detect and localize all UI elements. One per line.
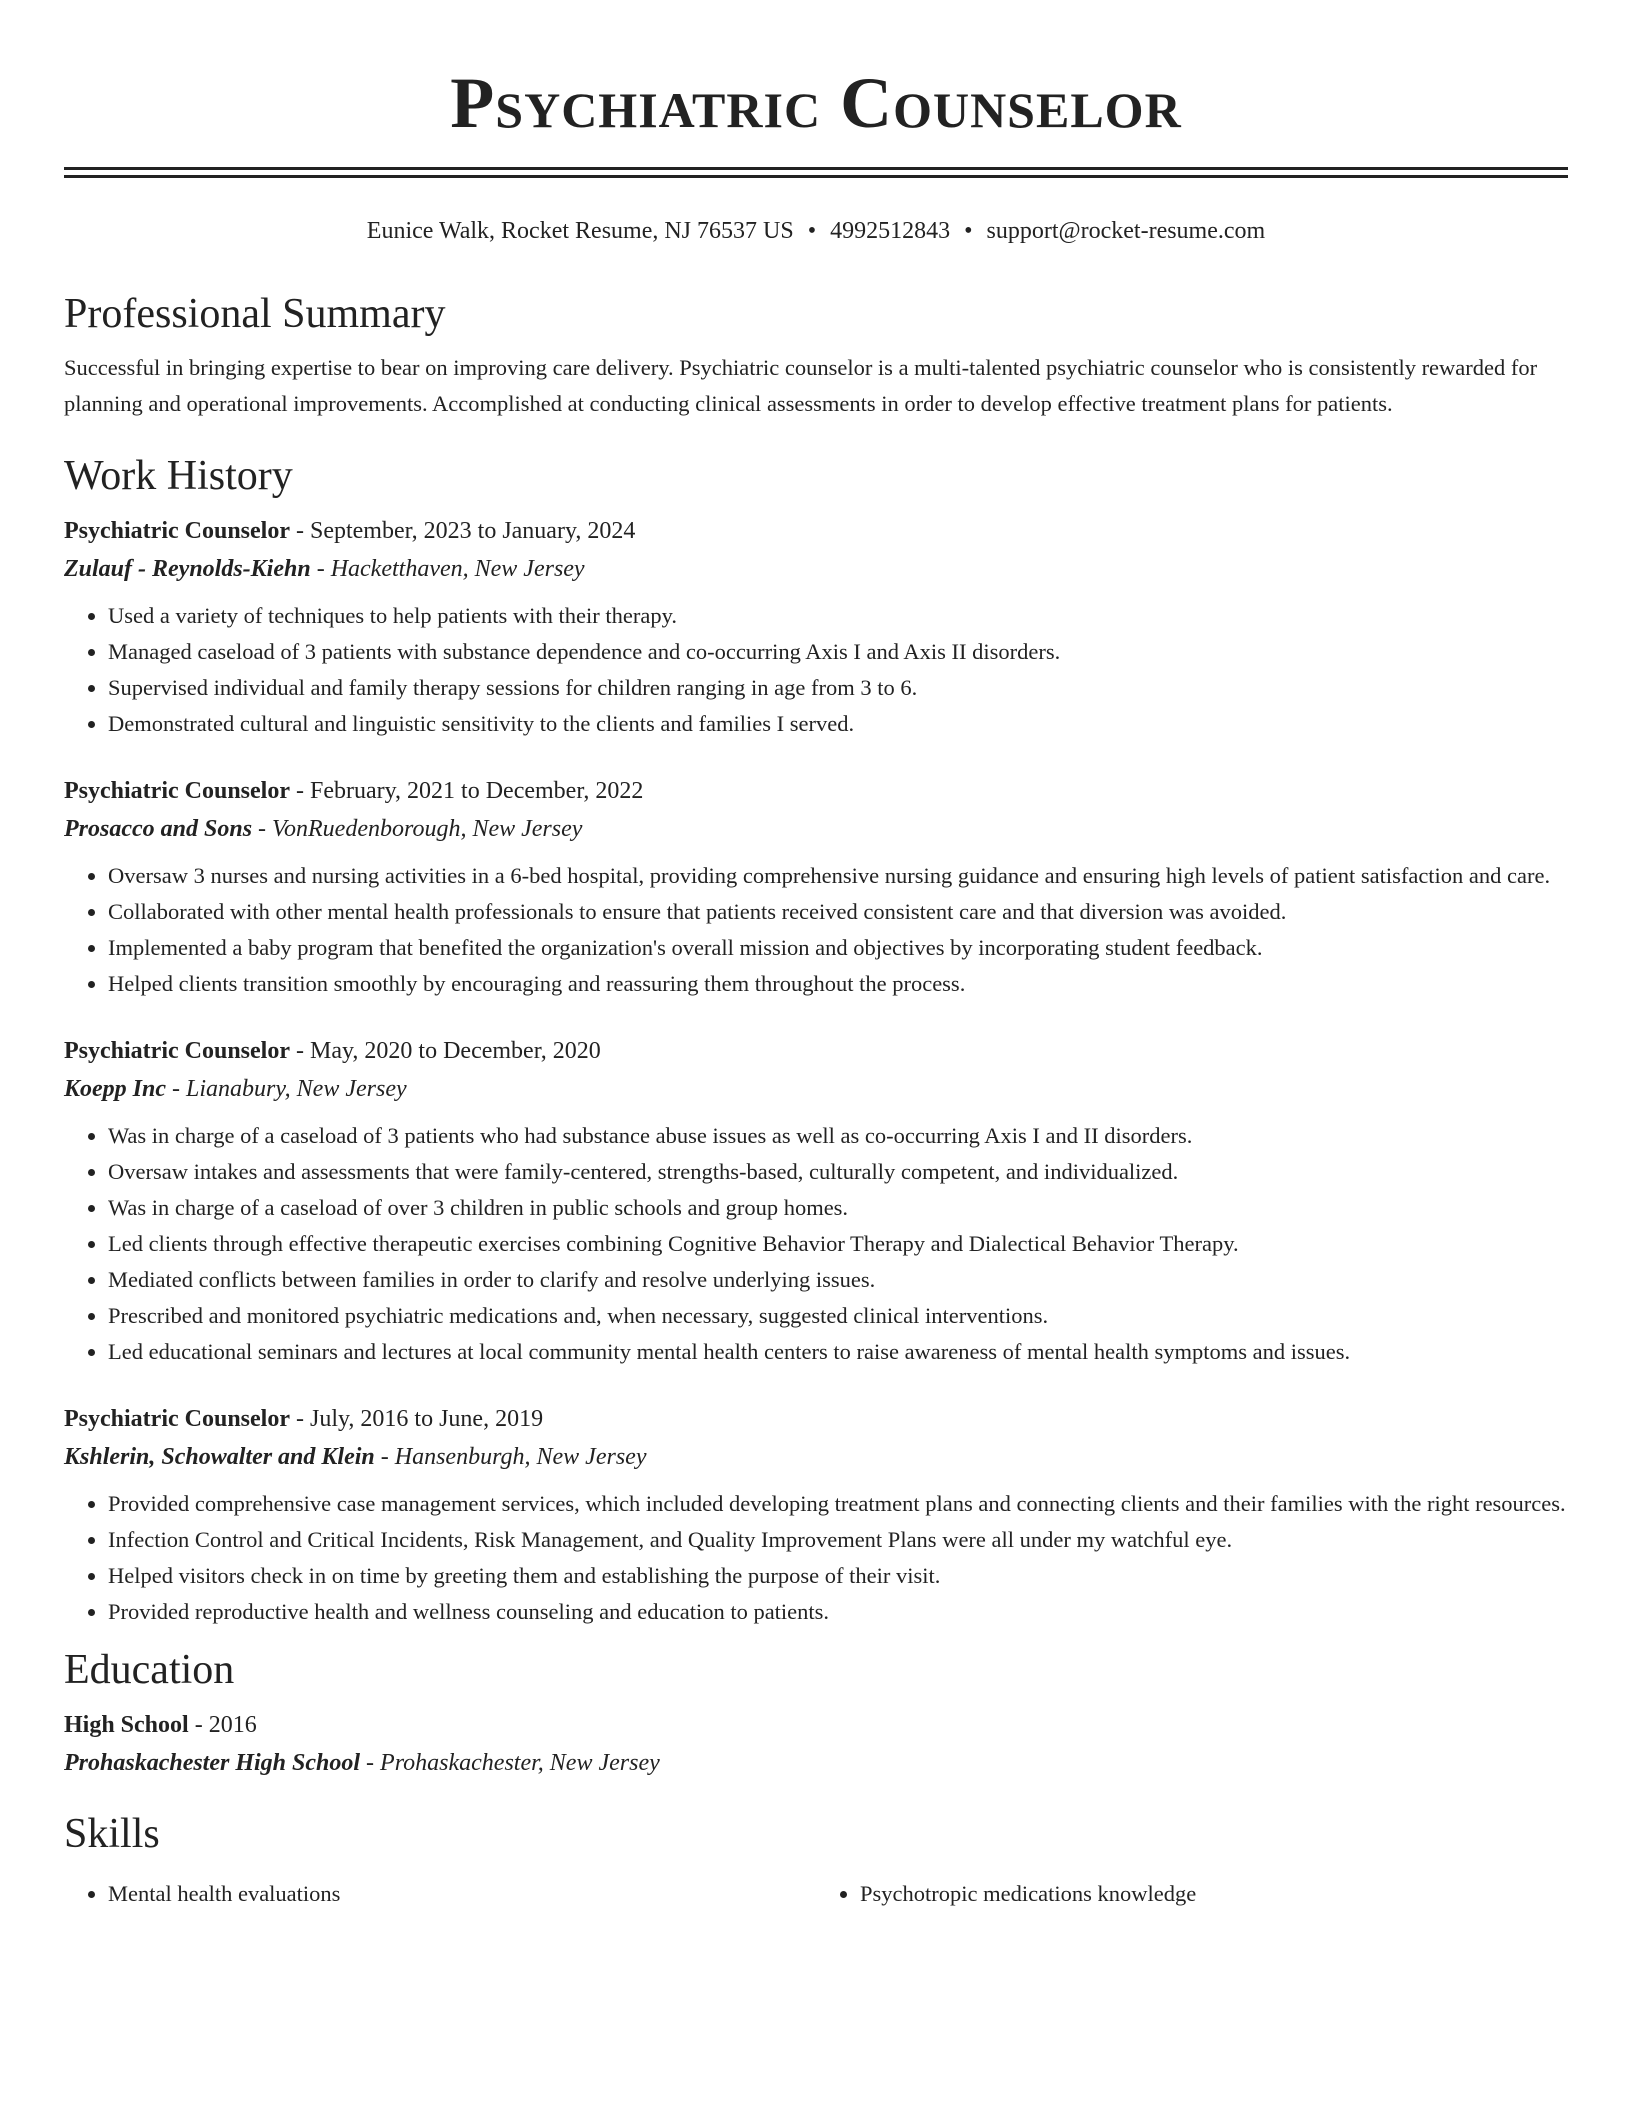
contact-line — [64, 214, 1568, 248]
summary-section — [64, 288, 1568, 422]
job-company-line — [64, 1070, 1568, 1108]
job-dates: - February, 2021 to December, 2022 — [289, 778, 644, 804]
section-heading-skills: Skills — [64, 1811, 160, 1857]
job-bullets — [64, 1486, 1568, 1630]
job-title: Psychiatric Counselor — [64, 1406, 290, 1432]
job-bullets — [64, 598, 1568, 742]
job-bullet: • Prescribed and monitored psychiatric medications and, when necessary, suggested clinical interventions. — [108, 1298, 1568, 1334]
job-location: - Hansenburgh, New Jersey — [374, 1444, 647, 1470]
summary-text: Successful in bringing expertise to bear on improving care delivery. Psychiatric counselor is a multi-talented psychiatric counselor who is consistently rewarded for planning and operational improvements. Accomplished at conducting clinical assessments in order to develop effective treatment plans for patients. — [64, 355, 1538, 416]
skills-columns — [64, 1870, 1568, 1912]
skills-section — [64, 1808, 1568, 1912]
contact-email: support@rocket-resume.com — [986, 218, 1266, 244]
job-entry — [64, 512, 1568, 742]
job-company: Zulauf - Reynolds-Kiehn — [64, 556, 311, 582]
job-dates: - July, 2016 to June, 2019 — [289, 1406, 544, 1432]
job-company-line — [64, 550, 1568, 588]
title-rule-top — [64, 167, 1568, 170]
job-bullet: • Infection Control and Critical Incidents, Risk Management, and Quality Improvement Plans were all under my watchful eye. — [108, 1522, 1568, 1558]
resume-title: Psychiatric Counselor — [450, 63, 1182, 143]
job-company: Kshlerin, Schowalter and Klein — [64, 1444, 375, 1470]
job-bullet: • Demonstrated cultural and linguistic sensitivity to the clients and families I served. — [108, 706, 1568, 742]
job-company: Prosacco and Sons — [64, 816, 253, 842]
section-heading-education: Education — [64, 1647, 235, 1693]
job-bullet: • Collaborated with other mental health professionals to ensure that patients received consistent care and that diversion was avoided. — [108, 894, 1568, 930]
education-section — [64, 1644, 1568, 1782]
job-bullet: • Was in charge of a caseload of over 3 children in public schools and group homes. — [108, 1190, 1568, 1226]
skill-item: • Psychotropic medications knowledge — [860, 1876, 1568, 1912]
job-dates: - September, 2023 to January, 2024 — [289, 518, 636, 544]
contact-phone: 4992512843 — [830, 218, 951, 244]
job-title: Psychiatric Counselor — [64, 778, 290, 804]
job-bullet: • Supervised individual and family therapy sessions for children ranging in age from 3 to 6. — [108, 670, 1568, 706]
education-degree-line — [64, 1706, 1568, 1744]
job-bullet: • Helped visitors check in on time by greeting them and establishing the purpose of their visit. — [108, 1558, 1568, 1594]
job-company-line — [64, 810, 1568, 848]
job-title-line — [64, 1032, 1568, 1070]
contact-address: Eunice Walk, Rocket Resume, NJ 76537 US — [366, 218, 794, 244]
job-title: Psychiatric Counselor — [64, 1038, 290, 1064]
job-company-line — [64, 1438, 1568, 1476]
education-location: - Prohaskachester, New Jersey — [360, 1750, 660, 1776]
job-bullet: • Used a variety of techniques to help patients with their therapy. — [108, 598, 1568, 634]
education-school-line — [64, 1744, 1568, 1782]
job-entry — [64, 1400, 1568, 1630]
job-entry — [64, 1032, 1568, 1370]
education-year: - 2016 — [188, 1712, 257, 1738]
skills-list-right — [816, 1876, 1568, 1912]
job-bullet: • Oversaw 3 nurses and nursing activities in a 6-bed hospital, providing comprehensive nursing guidance and ensuring high levels of patient satisfaction and care. — [108, 858, 1568, 894]
job-title-line — [64, 512, 1568, 550]
education-school: Prohaskachester High School — [64, 1750, 361, 1776]
job-company: Koepp Inc — [64, 1076, 166, 1102]
job-bullet: • Managed caseload of 3 patients with substance dependence and co-occurring Axis I and Axis II disorders. — [108, 634, 1568, 670]
job-title: Psychiatric Counselor — [64, 518, 290, 544]
job-bullet: • Provided comprehensive case management services, which included developing treatment plans and connecting clients and their families with the right resources. — [108, 1486, 1568, 1522]
title-rule-bottom — [64, 175, 1568, 178]
job-title-line — [64, 772, 1568, 810]
job-bullet: • Was in charge of a caseload of 3 patients who had substance abuse issues as well as co-occurring Axis I and II disorders. — [108, 1118, 1568, 1154]
section-heading-work-history: Work History — [64, 453, 293, 499]
job-bullet: • Provided reproductive health and wellness counseling and education to patients. — [108, 1594, 1568, 1630]
job-bullet: • Mediated conflicts between families in order to clarify and resolve underlying issues. — [108, 1262, 1568, 1298]
contact-separator: • — [964, 218, 973, 244]
job-location: - VonRuedenborough, New Jersey — [252, 816, 583, 842]
job-dates: - May, 2020 to December, 2020 — [289, 1038, 601, 1064]
job-bullets — [64, 1118, 1568, 1370]
work-history-section — [64, 450, 1568, 1630]
resume-content — [64, 288, 1568, 1912]
job-bullet: • Led educational seminars and lectures at local community mental health centers to raise awareness of mental health symptoms and issues. — [108, 1334, 1568, 1370]
job-bullet: • Oversaw intakes and assessments that were family-centered, strengths-based, culturally competent, and individualized. — [108, 1154, 1568, 1190]
job-location: - Lianabury, New Jersey — [166, 1076, 407, 1102]
job-bullet: • Led clients through effective therapeutic exercises combining Cognitive Behavior Therapy and Dialectical Behavior Therapy. — [108, 1226, 1568, 1262]
skills-list-left — [64, 1876, 816, 1912]
education-degree: High School — [64, 1712, 189, 1738]
job-bullet: • Helped clients transition smoothly by encouraging and reassuring them throughout the process. — [108, 966, 1568, 1002]
job-bullets — [64, 858, 1568, 1002]
section-heading-summary: Professional Summary — [64, 291, 446, 337]
contact-separator: • — [807, 218, 817, 244]
skill-item: • Mental health evaluations — [108, 1876, 816, 1912]
job-bullet: • Implemented a baby program that benefited the organization's overall mission and objectives by incorporating student feedback. — [108, 930, 1568, 966]
education-entry — [64, 1706, 1568, 1782]
job-title-line — [64, 1400, 1568, 1438]
job-location: - Hacketthaven, New Jersey — [310, 556, 585, 582]
job-entry — [64, 772, 1568, 1002]
